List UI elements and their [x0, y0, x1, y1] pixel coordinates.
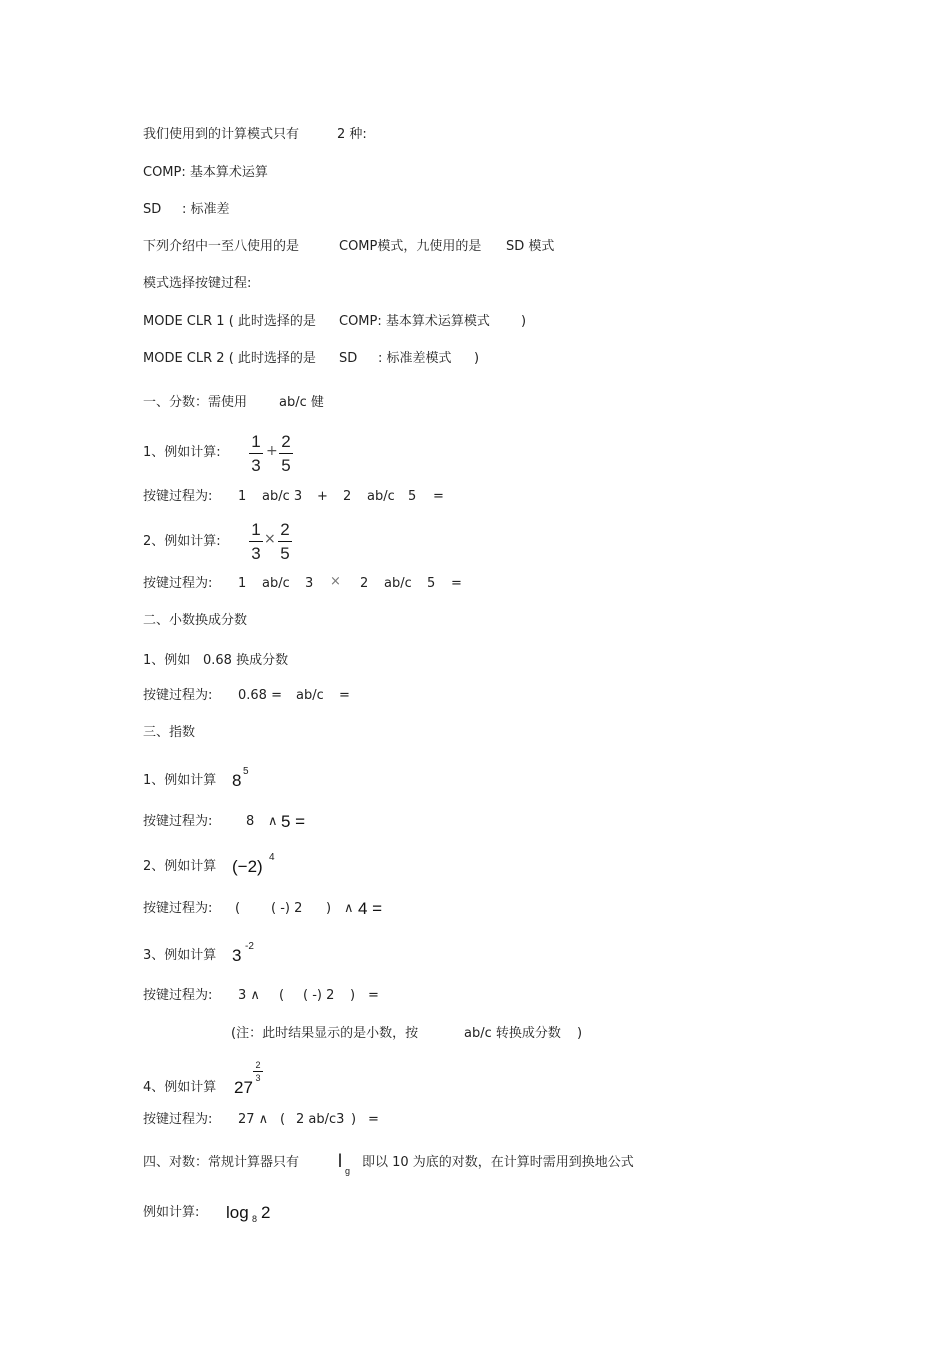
- lg-g: g: [345, 1166, 351, 1176]
- mode-clr2: MODE CLR 2 ( 此时选择的是: [143, 351, 316, 366]
- key: 1: [238, 576, 247, 591]
- lg-l: l: [338, 1151, 342, 1171]
- modes-intro: 下列介绍中一至八使用的是: [143, 239, 300, 254]
- key: ): [350, 988, 356, 1003]
- fraction-bar: [253, 1071, 263, 1072]
- example-decimal-value: 0.68 换成分数: [203, 653, 289, 668]
- sd-label: SD: [143, 202, 162, 217]
- numerator: 1: [251, 520, 261, 539]
- key: (: [280, 1112, 286, 1127]
- key: 5 =: [281, 812, 306, 831]
- key: 2: [343, 489, 352, 504]
- keys-1-label: 按键过程为:: [143, 489, 213, 504]
- key: ): [326, 901, 332, 916]
- key: ab/c: [367, 489, 395, 504]
- key: ×: [330, 574, 341, 589]
- times-operator: ×: [264, 531, 276, 547]
- intro-count: 2 种:: [337, 127, 367, 142]
- key: =: [368, 1112, 379, 1127]
- power-exponent: 5: [243, 766, 249, 777]
- fraction-2-5: [279, 433, 293, 475]
- key: 4 =: [358, 899, 383, 918]
- mode-clr1-close: ): [521, 314, 527, 329]
- key: =: [368, 988, 379, 1003]
- mode-clr2-desc: : 标准差模式: [378, 351, 452, 366]
- fraction-bar: [278, 541, 292, 542]
- mode-clr1: MODE CLR 1 ( 此时选择的是: [143, 314, 316, 329]
- example-power-2-label: 2、例如计算: [143, 859, 217, 874]
- example-decimal-label: 1、例如: [143, 653, 191, 668]
- denominator: 3: [251, 456, 261, 475]
- keys-4-label: 按键过程为:: [143, 814, 213, 829]
- key: ( -) 2: [271, 901, 303, 916]
- fraction-2-5: [278, 521, 292, 563]
- comp-desc: COMP: 基本算术运算: [143, 165, 268, 180]
- denominator: 3: [255, 1073, 261, 1083]
- log-function: log: [226, 1203, 249, 1222]
- fraction-1-3: [249, 521, 263, 563]
- note-text: (注：此时结果显示的是小数，按: [231, 1026, 419, 1041]
- key: 5: [408, 489, 417, 504]
- keys-7-label: 按键过程为:: [143, 1112, 213, 1127]
- section-fraction-key: ab/c 健: [279, 395, 324, 410]
- key: 2 ab/c3: [296, 1112, 345, 1127]
- key: =: [433, 489, 444, 504]
- example-log-label: 例如计算:: [143, 1205, 200, 1220]
- key: 2: [360, 576, 369, 591]
- section-log-desc: 即以 10 为底的对数，在计算时需用到换地公式: [362, 1155, 634, 1170]
- key: (: [279, 988, 285, 1003]
- key: =: [339, 688, 350, 703]
- power-exponent: 4: [269, 852, 275, 863]
- denominator: 5: [280, 544, 290, 563]
- numerator: 2: [280, 520, 290, 539]
- key: 3: [305, 576, 314, 591]
- mode-clr2-sd: SD: [339, 351, 358, 366]
- fraction-bar: [249, 541, 263, 542]
- numerator: 2: [281, 432, 291, 451]
- power-base: 8: [232, 771, 242, 790]
- power-base: 3: [232, 946, 242, 965]
- fraction-1-3: [249, 433, 263, 475]
- key: ∧: [344, 901, 354, 916]
- key: +: [317, 489, 328, 504]
- intro-text: 我们使用到的计算模式只有: [143, 127, 300, 142]
- key: 0.68 =: [238, 688, 282, 703]
- key: 5: [427, 576, 436, 591]
- numerator: 2: [255, 1060, 261, 1070]
- mode-clr1-desc: COMP: 基本算术运算模式: [339, 314, 490, 329]
- power-exponent: -2: [245, 941, 254, 952]
- section-power-title: 三、指数: [143, 725, 196, 740]
- plus-operator: +: [266, 443, 278, 459]
- key: 3 ∧: [238, 988, 260, 1003]
- keys-6-label: 按键过程为:: [143, 988, 213, 1003]
- example-power-4-label: 4、例如计算: [143, 1080, 217, 1095]
- log-argument: 2: [261, 1203, 271, 1222]
- key: ): [351, 1112, 357, 1127]
- keys-2-label: 按键过程为:: [143, 576, 213, 591]
- section-fraction-title: 一、分数：需使用: [143, 395, 248, 410]
- keys-5-label: 按键过程为:: [143, 901, 213, 916]
- fraction-bar: [249, 453, 263, 454]
- example-2-label: 2、例如计算:: [143, 534, 221, 549]
- key: ab/c 3: [262, 489, 303, 504]
- fraction-bar: [279, 453, 293, 454]
- note-key: ab/c 转换成分数: [464, 1026, 561, 1041]
- denominator: 5: [281, 456, 291, 475]
- key: =: [451, 576, 462, 591]
- denominator: 3: [251, 544, 261, 563]
- power-base: 27: [234, 1078, 253, 1097]
- sd-desc: : 标准差: [182, 202, 230, 217]
- key: 8: [246, 814, 255, 829]
- example-power-3-label: 3、例如计算: [143, 948, 217, 963]
- modes-comp: COMP模式，九使用的是: [339, 239, 482, 254]
- example-1-label: 1、例如计算:: [143, 445, 221, 460]
- key: 1: [238, 489, 247, 504]
- numerator: 1: [251, 432, 261, 451]
- key: ab/c: [262, 576, 290, 591]
- log-base: 8: [252, 1214, 258, 1224]
- mode-select-title: 模式选择按键过程:: [143, 276, 252, 291]
- power-base: (−2): [232, 857, 263, 876]
- mode-clr2-close: ): [474, 351, 480, 366]
- note-close: ): [577, 1026, 583, 1041]
- section-log-title: 四、对数：常规计算器只有: [143, 1155, 300, 1170]
- modes-sd: SD 模式: [506, 239, 555, 254]
- key: ab/c: [296, 688, 324, 703]
- key: 27 ∧: [238, 1112, 269, 1127]
- key: ∧: [268, 814, 278, 829]
- key: ab/c: [384, 576, 412, 591]
- section-decimal-title: 二、小数换成分数: [143, 613, 248, 628]
- example-power-1-label: 1、例如计算: [143, 773, 217, 788]
- power-fraction-exponent: [253, 1060, 263, 1083]
- key: ( -) 2: [303, 988, 335, 1003]
- key: (: [235, 901, 241, 916]
- keys-3-label: 按键过程为:: [143, 688, 213, 703]
